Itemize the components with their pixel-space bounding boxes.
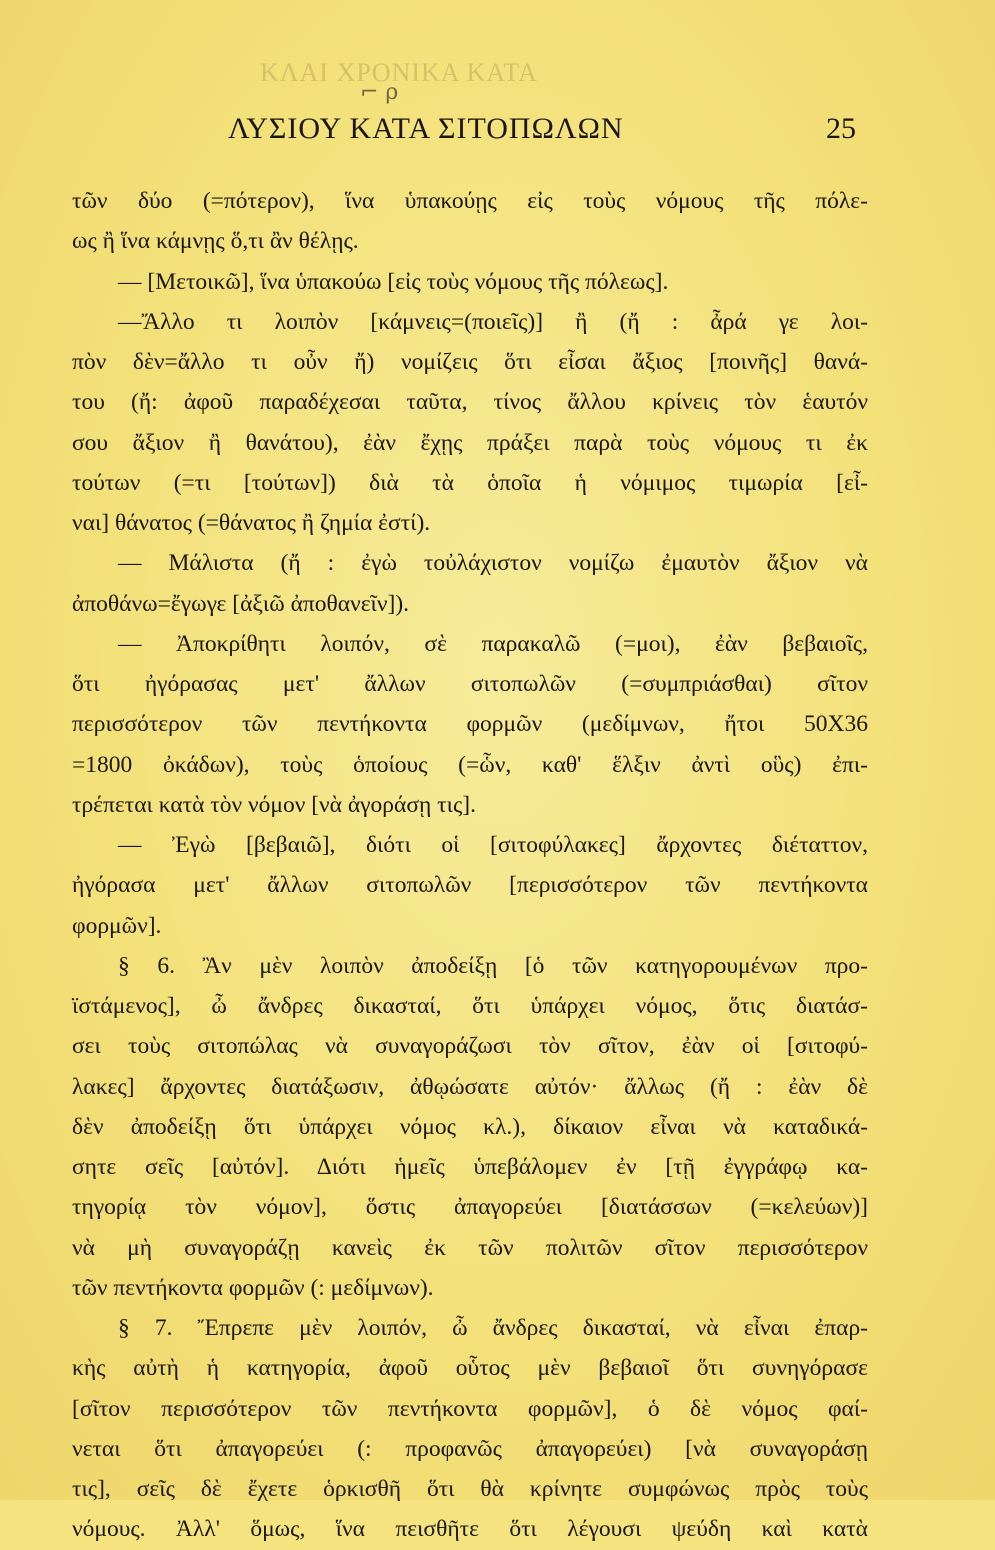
header-title: ΛΥΣΙΟΥ ΚΑΤΑ ΣΙΤΟΠΩΛΩΝ	[228, 112, 624, 145]
text-line: [σῖτον περισσότερον τῶν πεντήκοντα φορμῶν], ὁ δὲ νόμος φαί-	[72, 1395, 868, 1422]
bleed-through-text: ΚΛΑΙ ΧΡΟΝΙΚΑ ΚΑΤΑ	[260, 58, 538, 87]
text-line: περισσότερον τῶν πεντήκοντα φορμῶν (μεδίμνων, ἤτοι 50X36	[72, 711, 868, 738]
text-line: τηγορίᾳ τὸν νόμον], ὅστις ἀπαγορεύει [διατάσσων (=κελεύων)]	[72, 1194, 868, 1221]
text-line: — Ἀποκρίθητι λοιπόν, σὲ παρακαλῶ (=μοι), ἐὰν βεβαιοῖς,	[118, 630, 868, 657]
text-line: του (ἤ: ἀφοῦ παραδέχεσαι ταῦτα, τίνος ἄλλου κρίνεις τὸν ἑαυτόν	[72, 389, 868, 416]
text-line: νόμους. Ἀλλ' ὅμως, ἵνα πεισθῆτε ὅτι λέγουσι ψεύδη καὶ κατὰ	[72, 1516, 868, 1543]
text-line: =1800 ὀκάδων), τοὺς ὁποίους (=ὧν, καθ' ἕλξιν ἀντὶ οὓς) ἐπι-	[72, 751, 868, 778]
text-line: § 6. Ἂν μὲν λοιπὸν ἀποδείξῃ [ὁ τῶν κατηγορουμένων προ-	[118, 952, 868, 979]
text-line: νὰ μὴ συναγοράζῃ κανεὶς ἐκ τῶν πολιτῶν σῖτον περισσότερον	[72, 1234, 868, 1261]
text-line: τῶν πεντήκοντα φορμῶν (: μεδίμνων).	[72, 1274, 434, 1301]
corner-mark: ⌐ ρ	[360, 80, 399, 105]
text-line: τούτων (=τι [τούτων]) διὰ τὰ ὁποῖα ἡ νόμιμος τιμωρία [εἶ-	[72, 469, 868, 496]
text-line: τις], σεῖς δὲ ἔχετε ὁρκισθῆ ὅτι θὰ κρίνητε συμφώνως πρὸς τοὺς	[72, 1476, 868, 1502]
text-line: πὸν δὲν=ἄλλο τι οὖν ἤ) νομίζεις ὅτι εἶσαι ἄξιος [ποινῆς] θανά-	[72, 349, 868, 375]
text-line: τρέπεται κατὰ τὸν νόμον [νὰ ἀγοράσῃ τις].	[72, 791, 476, 818]
text-line: § 7. Ἔπρεπε μὲν λοιπόν, ὦ ἄνδρες δικασταί, νὰ εἶναι ἐπαρ-	[118, 1315, 868, 1341]
text-line: — Μάλιστα (ἤ : ἐγὼ τοὐλάχιστον νομίζω ἐμαυτὸν ἄξιον νὰ	[118, 550, 868, 577]
text-line: σει τοὺς σιτοπώλας νὰ συναγοράζωσι τὸν σῖτον, ἐὰν οἱ [σιτοφύ-	[72, 1033, 868, 1060]
text-line: ως ἢ ἵνα κάμνῃς ὅ,τι ἂν θέλῃς.	[72, 228, 359, 255]
text-line: ὅτι ἠγόρασας μετ' ἄλλων σιτοπωλῶν (=συμπριάσθαι) σῖτον	[72, 671, 868, 697]
text-line: ϊστάμενος], ὦ ἄνδρες δικασταί, ὅτι ὑπάρχει νόμος, ὅτις διατάσ-	[72, 993, 868, 1019]
page-number: 25	[826, 112, 856, 145]
text-line: κὴς αὐτὴ ἡ κατηγορία, ἀφοῦ οὗτος μὲν βεβαιοῖ ὅτι συνηγόρασε	[72, 1355, 868, 1382]
text-line: ἠγόρασα μετ' ἄλλων σιτοπωλῶν [περισσότερον τῶν πεντήκοντα	[72, 872, 868, 899]
text-line: λακες] ἄρχοντες διατάξωσιν, ἀθῳώσατε αὐτόν· ἄλλως (ἤ : ἐὰν δὲ	[72, 1073, 868, 1100]
text-line: σου ἄξιον ἢ θανάτου), ἐὰν ἔχῃς πράξει παρὰ τοὺς νόμους τι ἐκ	[72, 429, 868, 456]
text-line: — Ἐγὼ [βεβαιῶ], διότι οἱ [σιτοφύλακες] ἄρχοντες διέταττον,	[118, 832, 868, 858]
text-line: τῶν δύο (=πότερον), ἵνα ὑπακούῃς εἰς τοὺς νόμους τῆς πόλε-	[72, 188, 868, 214]
running-header	[0, 112, 995, 152]
body-text	[72, 181, 868, 1550]
text-line: — [Μετοικῶ], ἵνα ὑπακούω [εἰς τοὺς νόμους τῆς πόλεως].	[118, 268, 669, 295]
text-line: —Ἄλλο τι λοιπὸν [κάμνεις=(ποιεῖς)] ἢ (ἤ : ἆρά γε λοι-	[118, 308, 868, 335]
text-line: νεται ὅτι ἀπαγορεύει (: προφανῶς ἀπαγορεύει) [νὰ συναγοράσῃ	[72, 1435, 868, 1462]
text-line: δὲν ἀποδείξῃ ὅτι ὑπάρχει νόμος κλ.), δίκαιον εἶναι νὰ καταδικά-	[72, 1113, 868, 1140]
text-line: φορμῶν].	[72, 912, 162, 939]
text-line: ναι] θάνατος (=θάνατος ἢ ζημία ἐστί).	[72, 510, 431, 536]
text-line: σητε σεῖς [αὐτόν]. Διότι ἡμεῖς ὑπεβάλομεν ἐν [τῇ ἐγγράφῳ κα-	[72, 1154, 868, 1180]
text-line: ἀποθάνω=ἔγωγε [ἀξιῶ ἀποθανεῖν]).	[72, 590, 410, 617]
